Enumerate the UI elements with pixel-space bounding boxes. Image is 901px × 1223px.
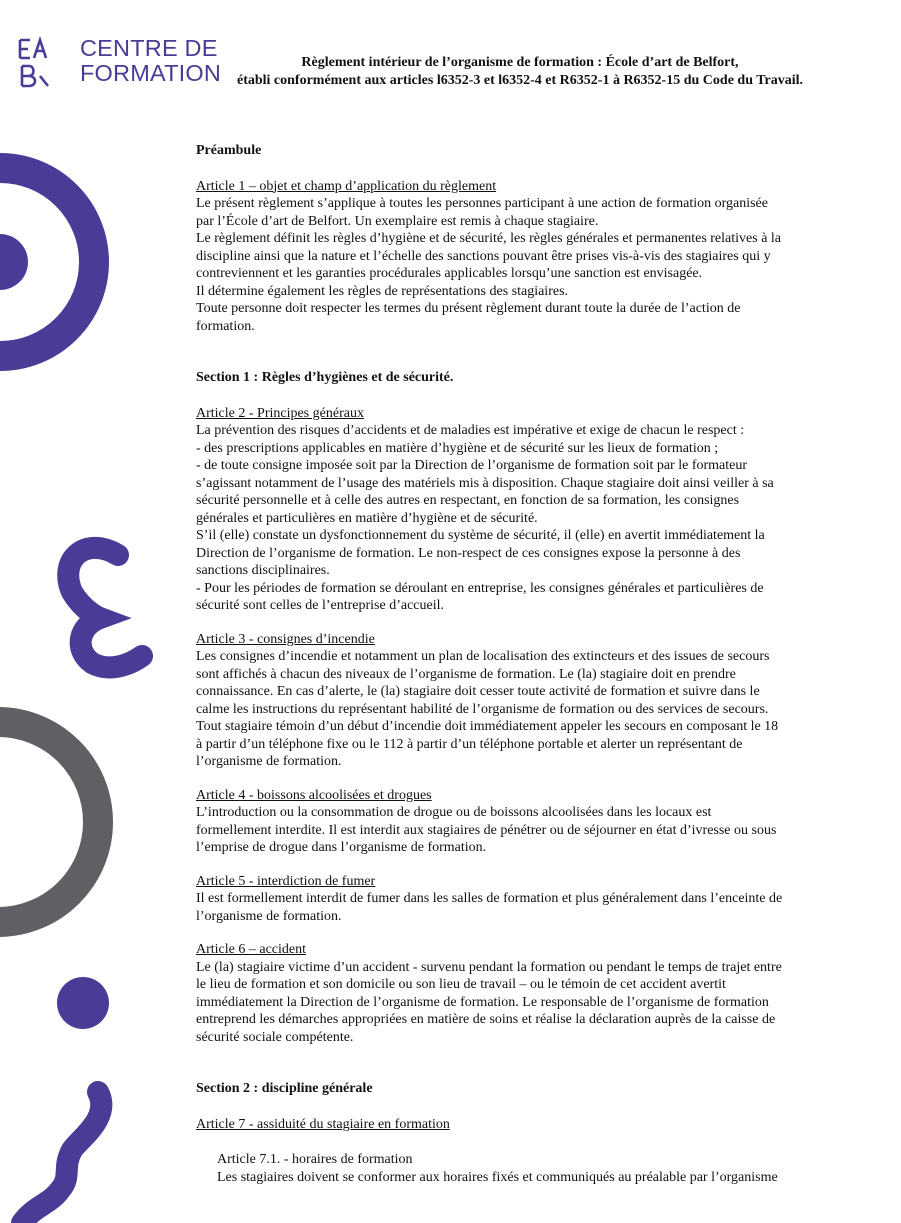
preambule-heading: Préambule <box>196 143 262 158</box>
article-5 <box>196 873 841 926</box>
text-line: calme les instructions du représentant habilité de l’organisme de formation ou des services de secours. <box>196 701 769 717</box>
text-line: l’organisme de formation. <box>196 908 342 924</box>
purple-center-dot <box>0 234 28 290</box>
article-7-title: Article 7 - assiduité du stagiaire en formation <box>196 1116 450 1132</box>
text-line: Les stagiaires doivent se conformer aux horaires fixés et communiqués au préalable par l’organisme <box>217 1169 778 1185</box>
article-4-title: Article 4 - boissons alcoolisées et drogues <box>196 787 432 803</box>
article-2 <box>196 405 841 615</box>
text-line: par l’École d’art de Belfort. Un exemplaire est remis à chaque stagiaire. <box>196 213 599 229</box>
text-line: Le règlement définit les règles d’hygiène et de sécurité, les règles générales et permanentes relatives à la <box>196 231 782 246</box>
text-line: l’emprise de drogue dans l’organisme de formation. <box>196 840 487 855</box>
text-line: Le (la) stagiaire victime d’un accident - survenu pendant la formation ou pendant le temps de trajet entre <box>196 959 782 975</box>
section-2-heading: Section 2 : discipline générale <box>196 1081 373 1096</box>
text-line: entreprend les démarches appropriées en matière de soins et réalise la déclaration auprès de la caisse de <box>196 1012 776 1027</box>
document-body <box>196 142 841 1186</box>
text-line: Il détermine également les règles de représentations des stagiaires. <box>196 283 569 299</box>
text-line: L’introduction ou la consommation de drogue ou de boissons alcoolisées dans les locaux est <box>196 805 712 820</box>
article-3-title: Article 3 - consignes d’incendie <box>196 631 375 647</box>
text-line: à partir d’un téléphone fixe ou le 112 à partir d’un téléphone portable et alerter un représentant de <box>196 736 743 752</box>
text-line: Direction de l’organisme de formation. Le non-respect de ces consignes expose la personne à des <box>196 545 741 561</box>
text-line: sanctions disciplinaires. <box>196 563 330 578</box>
document-header <box>200 54 840 90</box>
text-line: - des prescriptions applicables en matière d’hygiène et de sécurité sur les lieux de formation ; <box>196 440 719 456</box>
text-line: S’il (elle) constate un dysfonctionnement du système de sécurité, il (elle) en avertit immédiatement la <box>196 528 765 543</box>
text-line: - Pour les périodes de formation se déroulant en entreprise, les consignes générales et particulières de <box>196 580 764 596</box>
text-line: formellement interdite. Il est interdit aux stagiaires de pénétrer ou de séjourner en état d’ivresse ou sous <box>196 822 777 838</box>
article-3 <box>196 631 841 771</box>
article-4 <box>196 787 841 857</box>
text-line: Toute personne doit respecter les termes du présent règlement durant toute la durée de l’action de <box>196 301 741 316</box>
article-2-title: Article 2 - Principes généraux <box>196 405 364 421</box>
text-line: générales et particulières en matière d’hygiène et de sécurité. <box>196 510 538 526</box>
article-7-1 <box>196 1151 841 1186</box>
text-line: Le présent règlement s’applique à toutes les personnes participant à une action de formation organisée <box>196 196 768 211</box>
grey-ring-shape <box>0 722 98 922</box>
text-line: sécurité sociale compétente. <box>196 1029 354 1045</box>
text-line: Il est formellement interdit de fumer dans les salles de formation et plus généralement dans l’enceinte de <box>196 891 783 906</box>
text-line: l’organisme de formation. <box>196 754 342 769</box>
text-line: immédiatement la Direction de l’organisme de formation. Le responsable de l’organisme de formation <box>196 994 769 1010</box>
article-1 <box>196 178 841 336</box>
header-line-1: Règlement intérieur de l’organisme de formation : École d’art de Belfort, <box>301 55 739 70</box>
logo-mark-icon <box>18 36 62 92</box>
text-line: sécurité personnelle et à celle des autres en respectant, en fonction de sa formation, les consignes <box>196 493 740 508</box>
text-line: - de toute consigne imposée soit par la Direction de l’organisme de formation soit par le formateur <box>196 458 748 473</box>
text-line: s’agissant notamment de l’usage des matériels mis à disposition. Chaque stagiaire doit ainsi veiller à sa <box>196 475 774 491</box>
article-7-1-title: Article 7.1. - horaires de formation <box>217 1152 413 1167</box>
text-line: sécurité sont celles de l’entreprise d’accueil. <box>196 598 444 613</box>
text-line: discipline ainsi que la nature et l’échelle des sanctions pouvant être prises vis-à-vis des stagiaires qui y <box>196 248 771 264</box>
section-1-heading: Section 1 : Règles d’hygiènes et de sécurité. <box>196 370 454 385</box>
text-line: le lieu de formation et son domicile ou son lieu de travail – ou le témoin de cet accident avertit <box>196 977 726 992</box>
article-1-title: Article 1 – objet et champ d’application du règlement <box>196 178 497 194</box>
purple-dot-shape <box>57 977 109 1029</box>
text-line: contreviennent et les garanties procédurales applicables lorsqu’une sanction est envisagée. <box>196 266 703 281</box>
purple-curl-shape <box>68 548 142 668</box>
article-6 <box>196 941 841 1046</box>
header-line-2: établi conformément aux articles l6352-3 et l6352-4 et R6352-1 à R6352-15 du Code du Travail. <box>236 73 804 88</box>
logo-line-1: CENTRE DE <box>80 35 218 61</box>
text-line: Les consignes d’incendie et notamment un plan de localisation des extincteurs et des issues de secours <box>196 649 770 664</box>
article-5-title: Article 5 - interdiction de fumer <box>196 873 376 889</box>
purple-wave-shape <box>22 1092 101 1223</box>
text-line: formation. <box>196 318 255 334</box>
text-line: connaissance. En cas d’alerte, le (la) stagiaire doit cesser toute activité de formation et suivre dans le <box>196 684 760 699</box>
text-line: La prévention des risques d’accidents et de maladies est impérative et exige de chacun le respect : <box>196 423 745 438</box>
article-6-title: Article 6 – accident <box>196 942 307 957</box>
logo <box>18 35 222 96</box>
text-line: sont affichés à chacun des niveaux de l’organisme de formation. Le (la) stagiaire doit en prendre <box>196 666 736 682</box>
logo-line-2: FORMATION <box>80 60 222 86</box>
text-line: Tout stagiaire témoin d’un début d’incendie doit immédiatement appeler les secours en composant le 18 <box>196 719 779 734</box>
